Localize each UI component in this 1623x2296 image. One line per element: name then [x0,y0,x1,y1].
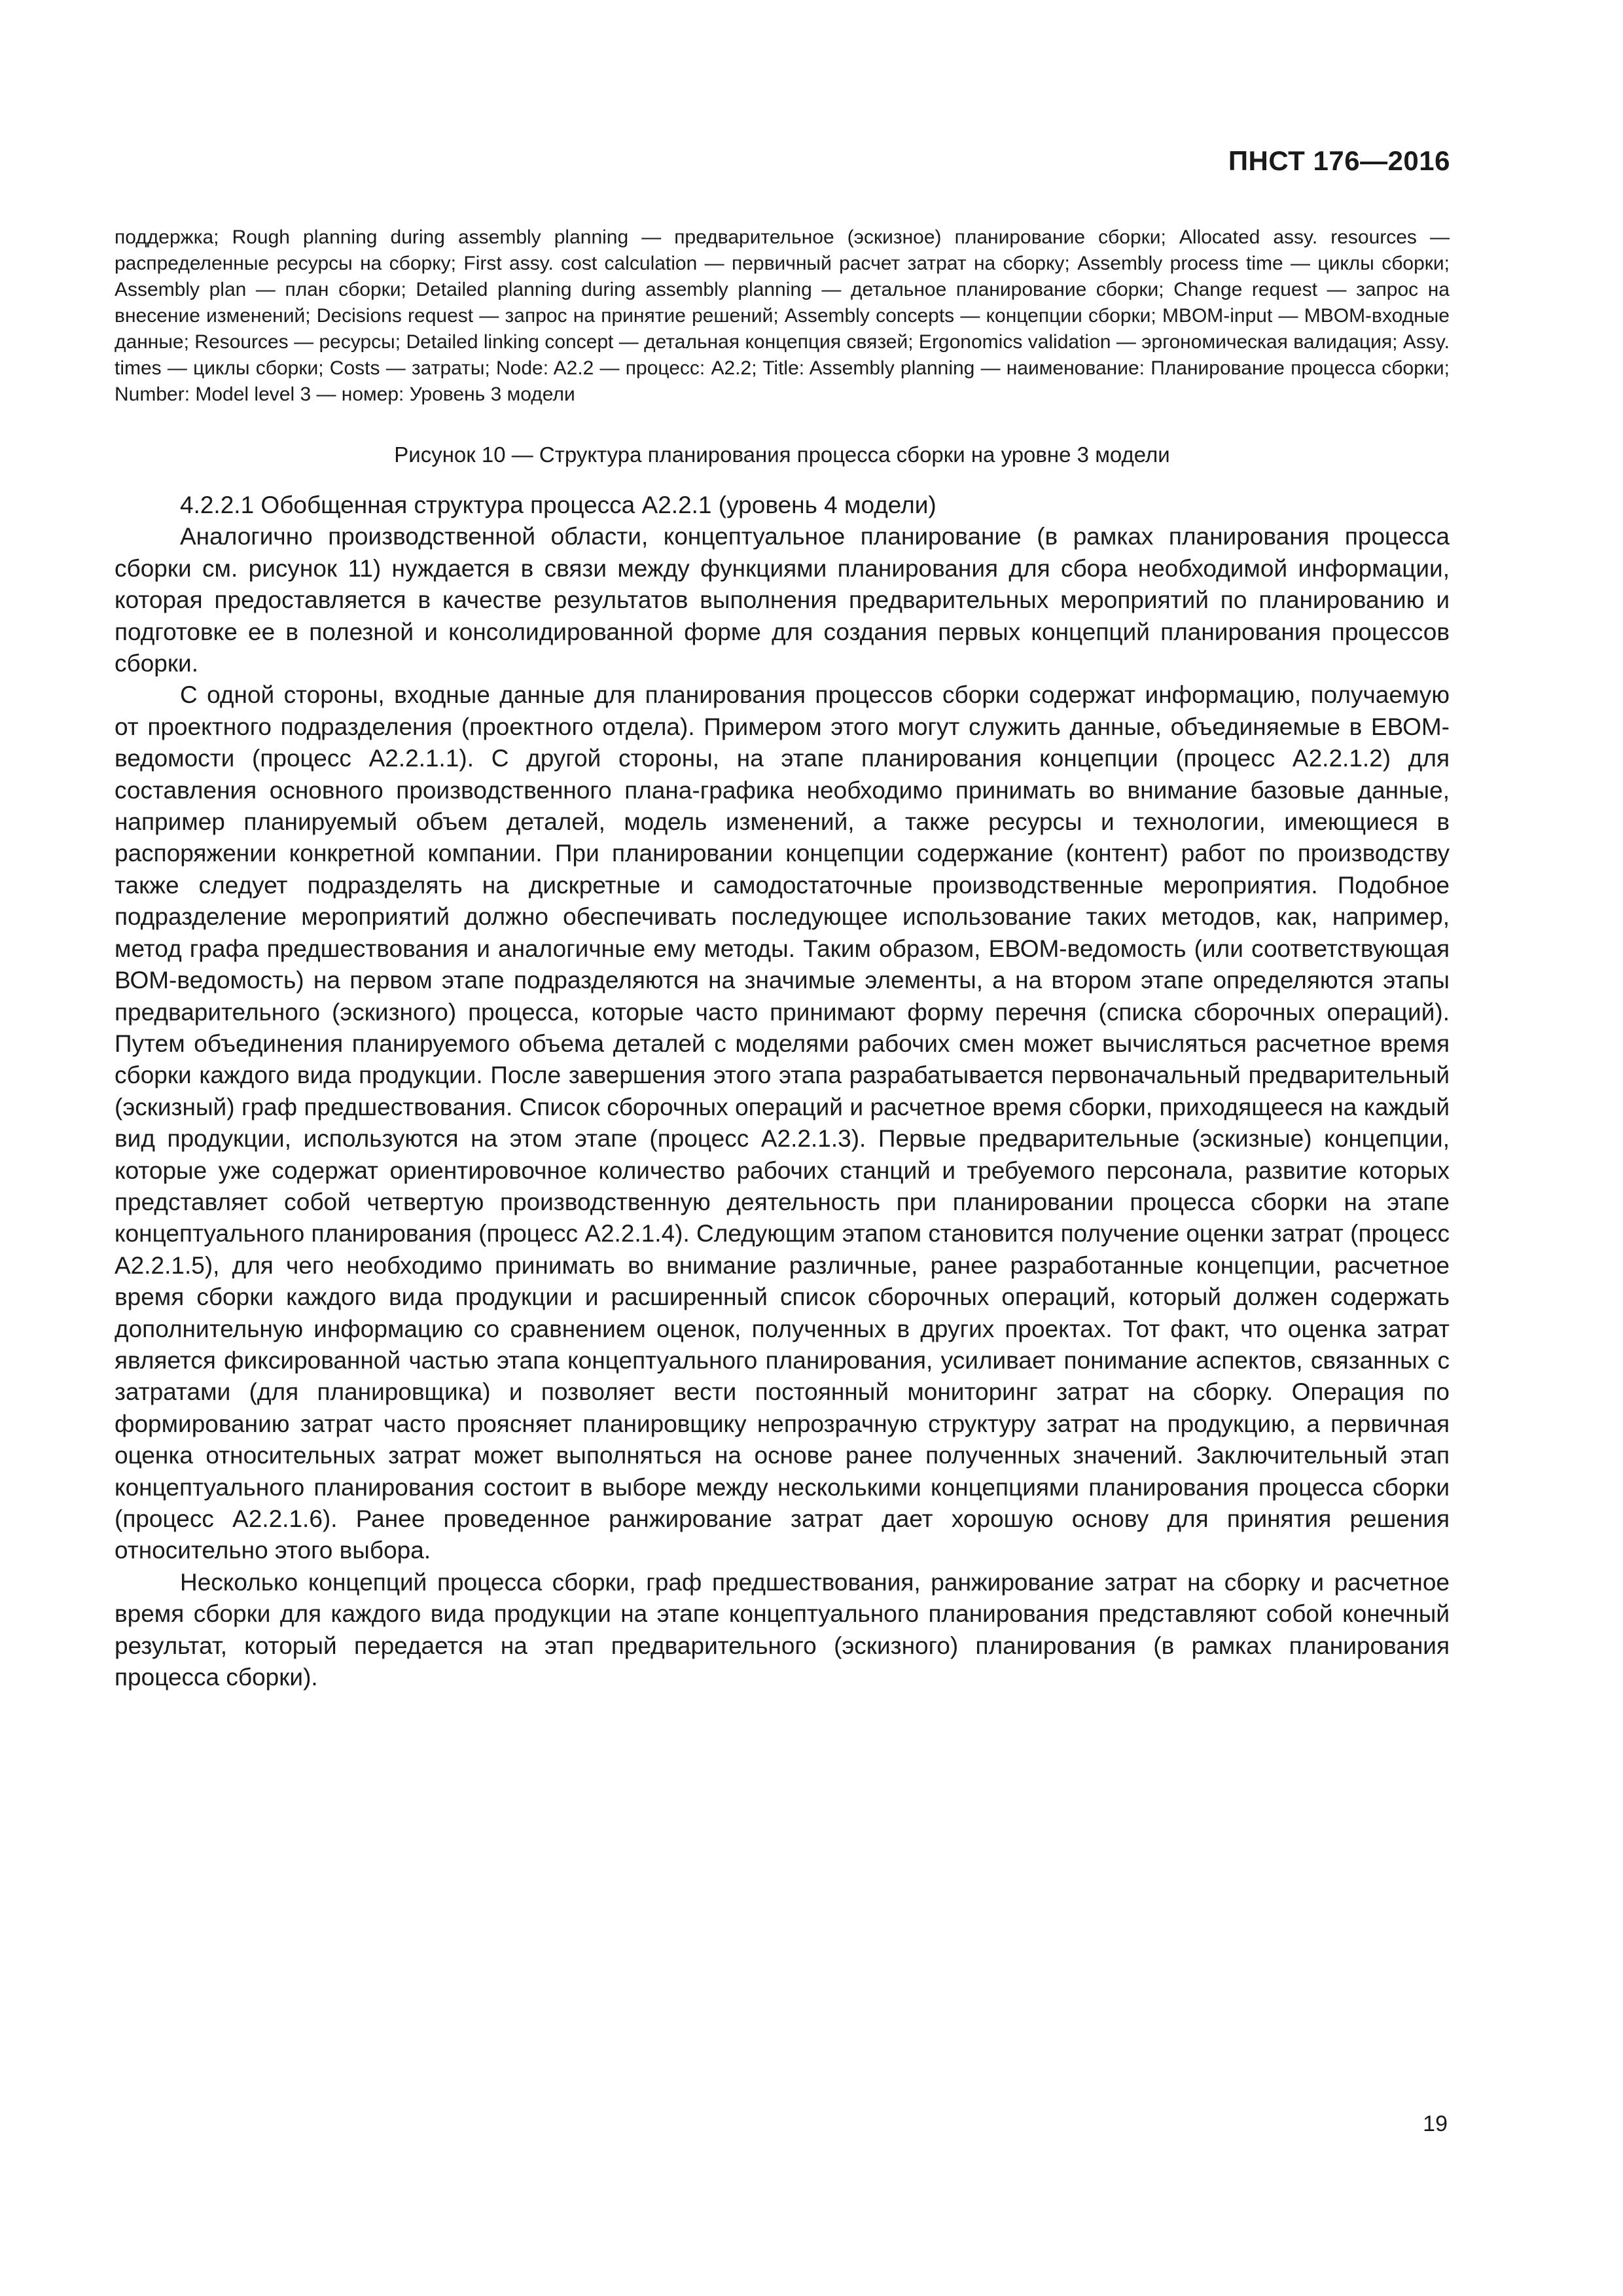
paragraph: Аналогично производственной области, концептуальное планирование (в рамках планирования процесса сборки см. рисунок 11) нуждается в связи между функциями планирования для сбора необходимой информации, которая предоставляется в качестве результатов выполнения предварительных мероприятий по планированию и подготовке ее в полезной и консолидированной форме для создания первых концепций планирования процессов сборки. [115,523,1450,677]
body-text [115,490,1450,1693]
document-id-header: ПНСТ 176—2016 [1228,145,1450,176]
paragraph: С одной стороны, входные данные для планирования процессов сборки содержат информацию, получаемую от проектного подразделения (проектного отдела). Примером этого могут служить данные, объединяемые в ЕВОМ-ведомости (процесс А2.2.1.1). С другой стороны, на этапе планирования концепции (процесс А2.2.1.2) для составления основного производственного плана-графика необходимо принимать во внимание базовые данные, например планируемый объем деталей, модель изменений, а также ресурсы и технологии, имеющиеся в распоряжении конкретной компании. При планировании концепции содержание (контент) работ по производству также следует подразделять на дискретные и самодостаточные производственные мероприятия. Подобное подразделение мероприятий должно обеспечивать последующее использование таких методов, как, например, метод графа предшествования и аналогичные ему методы. Таким образом, ЕВОМ-ведомость (или соответствующая ВОМ-ведомость) на первом этапе подразделяются на значимые элементы, а на втором этапе определяются этапы предварительного (эскизного) процесса, которые часто принимают форму перечня (списка сборочных операций). Путем объединения планируемого объема деталей с моделями рабочих смен может вычисляться расчетное время сборки каждого вида продукции. После завершения этого этапа разрабатывается первоначальный предварительный (эскизный) граф предшествования. Список сборочных операций и расчетное время сборки, приходящееся на каждый вид продукции, используются на этом этапе (процесс А2.2.1.3). Первые предварительные (эскизные) концепции, которые уже содержат ориентировочное количество рабочих станций и требуемого персонала, развитие которых представляет собой четвертую производственную деятельность при планировании процесса сборки на этапе концептуального планирования (процесс А2.2.1.4). Следующим этапом становится получение оценки затрат (процесс А2.2.1.5), для чего необходимо принимать во внимание различные, ранее разработанные концепции, расчетное время сборки каждого вида продукции и расширенный список сборочных операций, который должен содержать дополнительную информацию со сравнением оценок, полученных в других проектах. Тот факт, что оценка затрат является фиксированной частью этапа концептуального планирования, усиливает понимание аспектов, связанных с затратами (для планировщика) и позволяет вести постоянный мониторинг затрат на сборку. Операция по формированию затрат часто проясняет планировщику непрозрачную структуру затрат на продукцию, а первичная оценка относительных затрат может выполняться на основе ранее полученных значений. Заключительный этап концептуального планирования состоит в выборе между несколькими концепциями планирования процесса сборки (процесс А2.2.1.6). Ранее проведенное ранжирование затрат дает хорошую основу для принятия решения относительно этого выбора. [115,681,1450,1564]
paragraph: Несколько концепций процесса сборки, граф предшествования, ранжирование затрат на сборку и расчетное время сборки для каждого вида продукции на этапе концептуального планирования представляют собой конечный результат, который передается на этап предварительного (эскизного) планирования (в рамках планирования процесса сборки). [115,1568,1450,1691]
figure-legend-note: поддержка; Rough planning during assembly planning — предварительное (эскизное) планирование сборки; Allocated assy. resources — распределенные ресурсы на сборку; First assy. cost calculation — первичный расчет затрат на сборку; Assembly process time — циклы сборки; Assembly plan — план сборки; Detailed planning during assembly planning — детальное планирование сборки; Change request — запрос на внесение изменений; Decisions request — запрос на принятие решений; Assembly concepts — концепции сборки; MBOM-input — MBOM-входные данные; Resources — ресурсы; Detailed linking concept — детальная концепция связей; Ergonomics validation — эргономическая валидация; Assy. times — циклы сборки; Costs — затраты; Node: A2.2 — процесс: A2.2; Title: Assembly planning — наименование: Планирование процесса сборки; Number: Model level 3 — номер: Уровень 3 модели [115,226,1450,405]
page-number: 19 [1423,2111,1448,2136]
section-heading: 4.2.2.1 Обобщенная структура процесса А2.2.1 (уровень 4 модели) [180,492,936,518]
figure-caption: Рисунок 10 — Структура планирования процесса сборки на уровне 3 модели [394,442,1170,467]
